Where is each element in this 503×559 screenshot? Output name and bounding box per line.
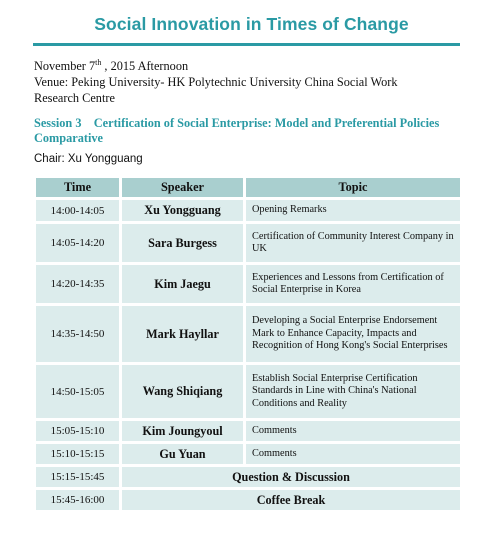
table-row	[36, 265, 460, 303]
date-superscript: th	[95, 57, 102, 67]
table-row	[36, 365, 460, 418]
table-row	[36, 200, 460, 221]
row-time: 14:20-14:35	[36, 265, 119, 303]
venue-line-2: Research Centre	[34, 91, 115, 105]
session-heading	[34, 116, 466, 146]
session-heading-line-1: Session 3 Certification of Social Enterprise: Model and Preferential Policies	[34, 116, 440, 130]
table-row	[36, 444, 460, 464]
venue-line-1: Venue: Peking University- HK Polytechnic University China Social Work	[34, 75, 398, 89]
table-row	[36, 224, 460, 262]
table-row	[36, 306, 460, 362]
row-speaker: Gu Yuan	[122, 444, 243, 464]
row-time: 15:15-15:45	[36, 467, 119, 487]
row-topic: Opening Remarks	[246, 200, 460, 221]
date-suffix: , 2015 Afternoon	[101, 59, 189, 73]
event-info	[34, 58, 464, 106]
row-speaker: Sara Burgess	[122, 224, 243, 262]
row-speaker: Kim Joungyoul	[122, 421, 243, 441]
header-time: Time	[36, 178, 119, 197]
table-header-row	[36, 178, 460, 197]
row-time: 14:35-14:50	[36, 306, 119, 362]
row-topic: Comments	[246, 421, 460, 441]
row-topic: Experiences and Lessons from Certification of Social Enterprise in Korea	[246, 265, 460, 303]
row-topic: Establish Social Enterprise Certification Standards in Line with China's National Conditions and Reality	[246, 365, 460, 418]
row-speaker: Kim Jaegu	[122, 265, 243, 303]
row-speaker: Xu Yongguang	[122, 200, 243, 221]
table-row	[36, 421, 460, 441]
table-row	[36, 467, 460, 487]
row-time: 15:10-15:15	[36, 444, 119, 464]
row-topic: Developing a Social Enterprise Endorsement Mark to Enhance Capacity, Impacts and Recognition of Hong Kong's Social Enterprises	[246, 306, 460, 362]
row-session-label: Coffee Break	[122, 490, 460, 510]
chair-label: Chair: Xu Yongguang	[34, 153, 143, 165]
row-time: 14:00-14:05	[36, 200, 119, 221]
row-speaker: Mark Hayllar	[122, 306, 243, 362]
schedule-table	[33, 175, 463, 513]
page-title: Social Innovation in Times of Change	[94, 14, 409, 34]
row-session-label: Question & Discussion	[122, 467, 460, 487]
date-prefix: November 7	[34, 59, 96, 73]
title-divider	[33, 43, 460, 46]
row-speaker: Wang Shiqiang	[122, 365, 243, 418]
event-date	[34, 58, 464, 74]
table-row	[36, 490, 460, 510]
header-topic: Topic	[246, 178, 460, 197]
session-heading-line-2: Comparative	[34, 131, 103, 145]
row-time: 14:05-14:20	[36, 224, 119, 262]
row-time: 15:05-15:10	[36, 421, 119, 441]
header-speaker: Speaker	[122, 178, 243, 197]
row-time: 14:50-15:05	[36, 365, 119, 418]
row-time: 15:45-16:00	[36, 490, 119, 510]
row-topic: Certification of Community Interest Company in UK	[246, 224, 460, 262]
row-topic: Comments	[246, 444, 460, 464]
